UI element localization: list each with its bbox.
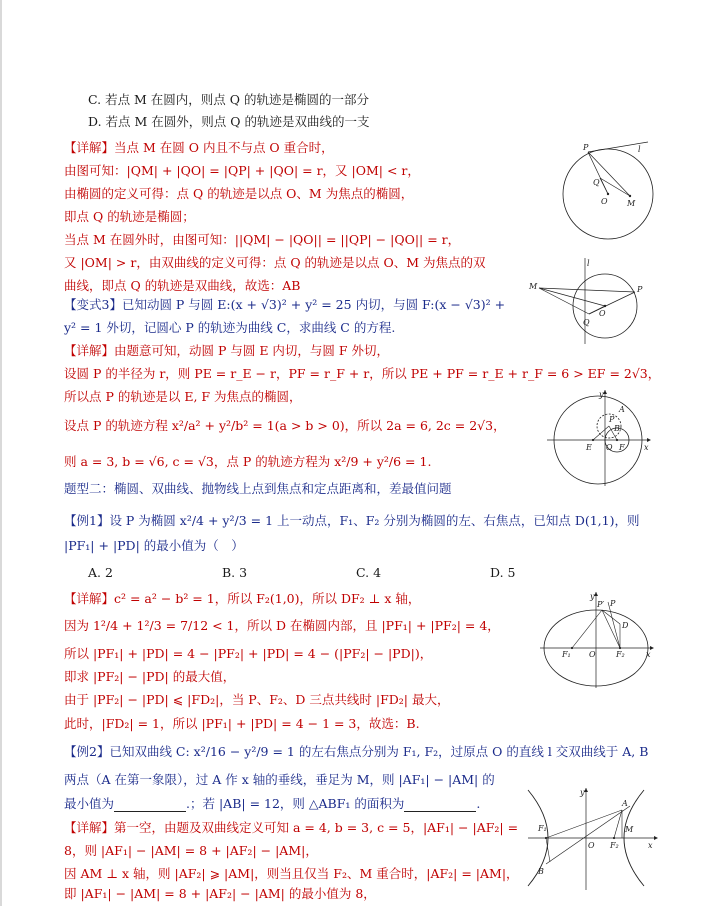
solution-line: 【详解】第一空，由题及双曲线定义可知 a = 4, b = 3, c = 5，|AF₁| − |AF₂| = <box>64 820 519 835</box>
figure-moving-circle <box>543 388 655 488</box>
figure-circle-m-inside <box>552 140 664 242</box>
solution-line: 即 |AF₁| − |AM| = 8 + |AF₂| − |AM| 的最小值为 8， <box>64 886 376 901</box>
figure-label: O <box>601 197 608 206</box>
question-text: 最小值为 <box>64 796 115 811</box>
figure-circle-m-outside <box>527 252 657 348</box>
solution-line: 8，则 |AF₁| − |AM| = 8 + |AF₂| − |AM|， <box>64 843 318 858</box>
figure-label: x <box>644 443 649 452</box>
figure-label: x <box>646 650 651 659</box>
example-2-question: 两点（A 在第一象限），过 A 作 x 轴的垂线，垂足为 M，则 |AF₁| − |AM| 的 <box>64 772 495 787</box>
figure-label: E <box>586 443 592 452</box>
figure-label: P <box>637 285 643 294</box>
figure-label: P <box>609 415 615 424</box>
figure-label: B <box>614 424 620 433</box>
figure-label: F <box>619 443 625 452</box>
choice-a: A. 2 <box>88 565 113 580</box>
variant-3-question: y² = 1 外切，记圆心 P 的轨迹为曲线 C，求曲线 C 的方程. <box>64 320 396 335</box>
example-1-question: 【例1】设 P 为椭圆 x²/4 + y²/3 = 1 上一动点，F₁、F₂ 分别为椭圆的左、右焦点，已知点 D(1,1)，则 <box>64 513 640 528</box>
choice-c: C. 4 <box>356 565 382 580</box>
solution-line: 此时，|FD₂| = 1，所以 |PF₁| + |PD| = 4 − 1 = 3，故选：B. <box>64 716 420 731</box>
example-2-question: 【例2】已知双曲线 C: x²/16 − y²/9 = 1 的左右焦点分别为 F₁, F₂，过原点 O 的直线 l 交双曲线于 A, B <box>64 744 649 759</box>
figure-label: B <box>538 867 544 876</box>
figure-label: Q <box>593 178 600 187</box>
option-d-line: D. 若点 M 在圆外，则点 Q 的轨迹是双曲线的一支 <box>88 114 370 129</box>
figure-label: y <box>590 592 595 601</box>
solution-line: 即点 Q 的轨迹是椭圆； <box>64 209 195 224</box>
figure-label: P <box>583 143 589 152</box>
solution-line: 由于 |PF₂| − |PD| ⩽ |FD₂|，当 P、F₂、D 三点共线时 |FD₂| 最大， <box>64 692 450 707</box>
solution-line: 因为 1²/4 + 1²/3 = 7/12 < 1，所以 D 在椭圆内部，且 |PF₁| + |PF₂| = 4， <box>64 618 500 633</box>
figure-label: O <box>599 309 606 318</box>
figure-label: A <box>622 799 628 808</box>
example-1-question: |PF₁| + |PD| 的最小值为（ ） <box>64 538 244 553</box>
solution-line: 曲线，即点 Q 的轨迹是双曲线，故选：AB <box>64 278 301 293</box>
choice-d: D. 5 <box>490 565 516 580</box>
figure-label: M <box>627 199 636 208</box>
figure-label: y <box>599 390 604 399</box>
figure-ellipse <box>538 590 658 690</box>
solution-line: 【详解】由题意可知，动圆 P 与圆 E 内切，与圆 F 外切， <box>64 343 390 358</box>
question-text: .；若 |AB| = 12，则 △ABF₁ 的面积为 <box>186 796 405 811</box>
solution-line: 设圆 P 的半径为 r，则 PE = r_E − r，PF = r_F + r，所以 PE + PF = r_E + r_F = 6 > EF = 2√3， <box>64 366 661 381</box>
figure-label: P <box>610 599 616 608</box>
solution-line: 则 a = 3, b = √6, c = √3，点 P 的轨迹方程为 x²/9 + y²/6 = 1. <box>64 454 432 469</box>
solution-line: 设点 P 的轨迹方程 x²/a² + y²/b² = 1(a > b > 0)，所以 2a = 6, 2c = 2√3， <box>64 418 506 433</box>
solution-line: 因 AM ⊥ x 轴，则 |AF₂| ⩾ |AM|，则当且仅当 F₂、M 重合时，|AF₂| = |AM|， <box>64 866 519 881</box>
solution-line: 所以 |PF₁| + |PD| = 4 − |PF₂| + |PD| = 4 − (|PF₂| − |PD|)， <box>64 646 433 661</box>
solution-line: 当点 M 在圆外时，由图可知：||QM| − |QO|| = ||QP| − |QO|| = r， <box>64 232 461 247</box>
figure-label: y <box>580 788 585 797</box>
figure-hyperbola <box>524 786 664 896</box>
figure-label: O <box>589 650 596 659</box>
answer-blank <box>404 811 476 812</box>
solution-line: 【详解】当点 M 在圆 O 内且不与点 O 重合时， <box>64 140 334 155</box>
option-c-line: C. 若点 M 在圆内，则点 Q 的轨迹是椭圆的一部分 <box>88 92 370 107</box>
figure-label: F₂ <box>610 841 619 850</box>
figure-label: Q <box>583 318 590 327</box>
solution-line: 即求 |PF₂| − |PD| 的最大值， <box>64 669 236 684</box>
figure-label: A <box>619 405 625 414</box>
example-2-question <box>64 796 480 812</box>
variant-3-question: 【变式3】已知动圆 P 与圆 E:(x + √3)² + y² = 25 内切，与圆 F:(x − √3)² + <box>64 297 506 312</box>
figure-label: O <box>606 443 613 452</box>
solution-line: 所以点 P 的轨迹是以 E, F 为焦点的椭圆， <box>64 389 302 404</box>
figure-label: M <box>529 282 538 291</box>
figure-label: D <box>622 621 629 630</box>
figure-label: F₁ <box>538 824 547 833</box>
solution-line: 又 |OM| > r，由双曲线的定义可得：点 Q 的轨迹是以点 O、M 为焦点的双 <box>64 255 486 270</box>
figure-label: l <box>587 259 590 268</box>
figure-label: l <box>638 145 641 154</box>
solution-line: 由图可知：|QM| + |QO| = |QP| + |QO| = r，又 |OM| < r， <box>64 163 420 178</box>
figure-label: F₁ <box>562 650 571 659</box>
figure-label: F₂ <box>616 650 625 659</box>
solution-line: 【详解】c² = a² − b² = 1，所以 F₂(1,0)，所以 DF₂ ⊥ x 轴， <box>64 591 421 606</box>
figure-label: P′ <box>597 600 605 609</box>
figure-label: x <box>648 841 653 850</box>
section-heading: 题型二：椭圆、双曲线、抛物线上点到焦点和定点距离和，差最值问题 <box>64 481 452 496</box>
figure-label: O <box>588 841 595 850</box>
figure-label: M <box>625 825 634 834</box>
question-text: . <box>476 796 481 811</box>
answer-blank <box>114 811 186 812</box>
page-left-border <box>0 0 2 906</box>
choice-b: B. 3 <box>222 565 248 580</box>
solution-line: 由椭圆的定义可得：点 Q 的轨迹是以点 O、M 为焦点的椭圆， <box>64 186 414 201</box>
